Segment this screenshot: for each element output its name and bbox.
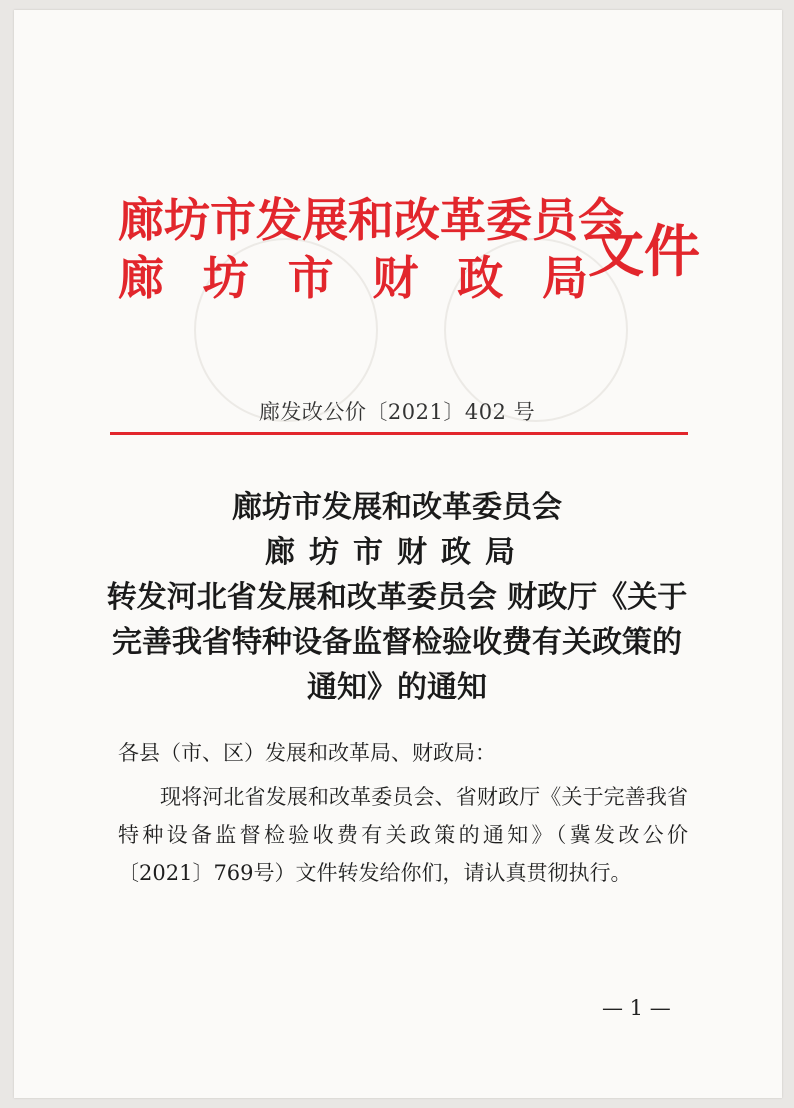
issuer-char: 市 [287, 251, 334, 305]
title-line-2: 廊坊市财政局 [265, 535, 529, 570]
salutation: 各县（市、区）发展和改革局、财政局： [118, 741, 496, 765]
issuer-char: 廊 [118, 251, 164, 305]
issuer-name-2 [118, 242, 588, 308]
issuer-char: 坊 [202, 251, 249, 305]
issuer-char: 政 [457, 251, 504, 305]
title-line-4: 完善我省特种设备监督检验收费有关政策的 [112, 625, 682, 660]
page-number: — 1 — [602, 996, 671, 1020]
document-number: 廊发改公价〔2021〕402 号 [258, 400, 536, 424]
issuer-name-1: 廊坊市发展和改革委员会 [118, 193, 624, 247]
title-line-1: 廊坊市发展和改革委员会 [232, 490, 562, 525]
title-line-3: 转发河北省发展和改革委员会 财政厅《关于 [106, 580, 688, 615]
issuer-char: 财 [372, 251, 419, 305]
body-paragraph: 现将河北省发展和改革委员会、省财政厅《关于完善我省特种设备监督检验收费有关政策的通知》（冀发改公价〔2021〕769号）文件转发给你们，请认真贯彻执行。 [118, 785, 688, 885]
red-separator-line [110, 432, 688, 435]
document-title [0, 485, 794, 710]
document-type-word: 文件 [588, 219, 700, 285]
issuer-char: 局 [541, 251, 588, 305]
issuer-header [118, 184, 700, 314]
title-line-5: 通知》的通知 [307, 670, 487, 705]
